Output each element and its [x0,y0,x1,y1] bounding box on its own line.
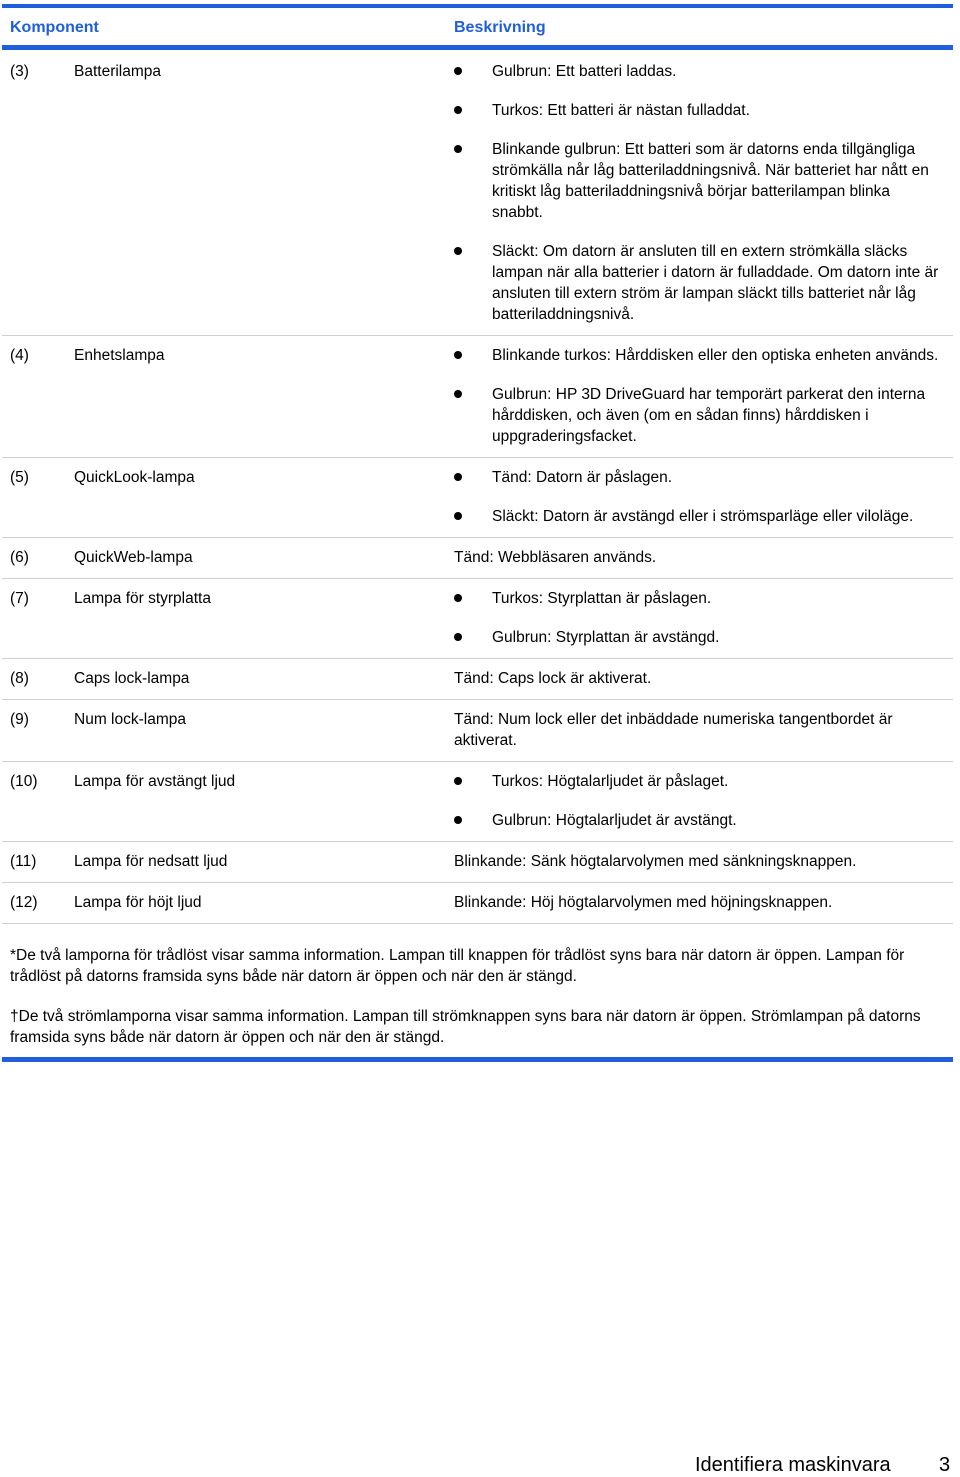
bullet-dot-icon [454,816,462,824]
description-text: Tänd: Num lock eller det inbäddade numeriska tangentbordet är aktiverat. [454,711,893,749]
component-description [454,52,953,336]
bullet-dot-icon [454,351,462,359]
bullet-dot-icon [454,106,462,114]
footnote-power: †De två strömlamporna visar samma information. Lampan till strömknappen syns bara när datorn är öppen. Strömlampan på datorns framsida syns både när datorn är öppen och när den är stängd. [10,1008,921,1046]
footnote-wireless: *De två lamporna för trådlöst visar samma information. Lampan till knappen för trådlöst syns bara när datorn är öppen. Lampan för trådlöst på datorns framsida syns både när datorn är öppen och när den är stängd. [10,947,905,985]
description-bullet-list [454,579,953,658]
component-table [2,52,953,924]
description-bullet [454,52,953,91]
table-row [2,538,953,579]
bullet-text: Gulbrun: Högtalarljudet är avstängt. [492,812,737,829]
table-bottom-rule [2,1057,953,1062]
description-bullet [454,497,953,537]
description-bullet-list [454,762,953,841]
component-number: (9) [10,711,29,728]
bullet-dot-icon [454,67,462,75]
table-row [2,458,953,538]
bullet-text: Blinkande turkos: Hårddisken eller den optiska enheten används. [492,347,939,364]
component-description [454,579,953,659]
bullet-text: Turkos: Styrplattan är påslagen. [492,590,712,607]
component-name: Lampa för nedsatt ljud [74,853,228,870]
component-name: Caps lock-lampa [74,670,190,687]
component-name: Lampa för höjt ljud [74,894,202,911]
component-number: (12) [10,894,38,911]
description-bullet [454,232,953,335]
column-header-description: Beskrivning [454,19,546,36]
description-bullet [454,618,953,658]
page-number: 3 [939,1454,951,1476]
description-bullet [454,375,953,457]
bullet-dot-icon [454,390,462,398]
component-number: (6) [10,549,29,566]
bullet-dot-icon [454,473,462,481]
table-row [2,700,953,762]
bullet-text: Gulbrun: Styrplattan är avstängd. [492,629,720,646]
description-bullet [454,336,953,375]
component-description [454,700,953,762]
component-name: Lampa för avstängt ljud [74,773,236,790]
component-description [454,883,953,924]
bullet-dot-icon [454,777,462,785]
description-bullet [454,579,953,618]
footer-section-title: Identifiera maskinvara [695,1454,891,1476]
description-bullet [454,130,953,232]
component-number: (4) [10,347,29,364]
component-description [454,336,953,458]
description-text: Blinkande: Sänk högtalarvolymen med sänkningsknappen. [454,853,857,870]
component-description [454,538,953,579]
description-text: Tänd: Webbläsaren används. [454,549,657,566]
bullet-text: Släckt: Datorn är avstängd eller i strömsparläge eller viloläge. [492,508,914,525]
component-number: (5) [10,469,29,486]
table-row [2,579,953,659]
component-name: QuickLook-lampa [74,469,195,486]
bullet-text: Turkos: Ett batteri är nästan fulladdat. [492,102,750,119]
description-bullet-list [454,52,953,335]
description-bullet [454,801,953,841]
component-number: (3) [10,63,29,80]
table-row [2,336,953,458]
header-bottom-rule [2,45,953,50]
bullet-dot-icon [454,145,462,153]
component-name: Num lock-lampa [74,711,186,728]
description-text: Blinkande: Höj högtalarvolymen med höjningsknappen. [454,894,833,911]
table-row [2,762,953,842]
bullet-text: Turkos: Högtalarljudet är påslaget. [492,773,729,790]
bullet-text: Gulbrun: Ett batteri laddas. [492,63,677,80]
table-row [2,883,953,924]
bullet-text: Släckt: Om datorn är ansluten till en extern strömkälla släcks lampan när alla batterier i datorn är fulladdade. Om datorn inte är ansluten till extern ström är lampan släckt tills batteriet når låg batteriladdningsnivå. [492,243,939,323]
component-number: (8) [10,670,29,687]
bullet-text: Gulbrun: HP 3D DriveGuard har temporärt parkerat den interna hårddisken, och även (om en sådan finns) hårddisken i uppgraderingsfacket. [492,386,926,445]
table-row [2,842,953,883]
bullet-text: Blinkande gulbrun: Ett batteri som är datorns enda tillgängliga strömkälla når låg batteriladdningsnivå. När batteriet har nått en kritiskt låg batteriladdningsnivå börjar batterilampan blinka snabbt. [492,141,929,221]
component-description [454,458,953,538]
component-number: (10) [10,773,38,790]
description-bullet [454,762,953,801]
bullet-dot-icon [454,512,462,520]
component-number: (7) [10,590,29,607]
header-top-rule [2,4,953,8]
table-row [2,659,953,700]
description-bullet [454,91,953,130]
component-name: Lampa för styrplatta [74,590,211,607]
component-name: Enhetslampa [74,347,165,364]
bullet-dot-icon [454,247,462,255]
description-bullet [454,458,953,497]
table-row [2,52,953,336]
component-number: (11) [10,853,37,870]
column-header-component: Komponent [10,19,99,36]
component-description [454,762,953,842]
component-description [454,842,953,883]
bullet-dot-icon [454,633,462,641]
description-text: Tänd: Caps lock är aktiverat. [454,670,652,687]
component-name: Batterilampa [74,63,162,80]
component-name: QuickWeb-lampa [74,549,193,566]
bullet-text: Tänd: Datorn är påslagen. [492,469,673,486]
description-bullet-list [454,458,953,537]
component-description [454,659,953,700]
bullet-dot-icon [454,594,462,602]
description-bullet-list [454,336,953,457]
